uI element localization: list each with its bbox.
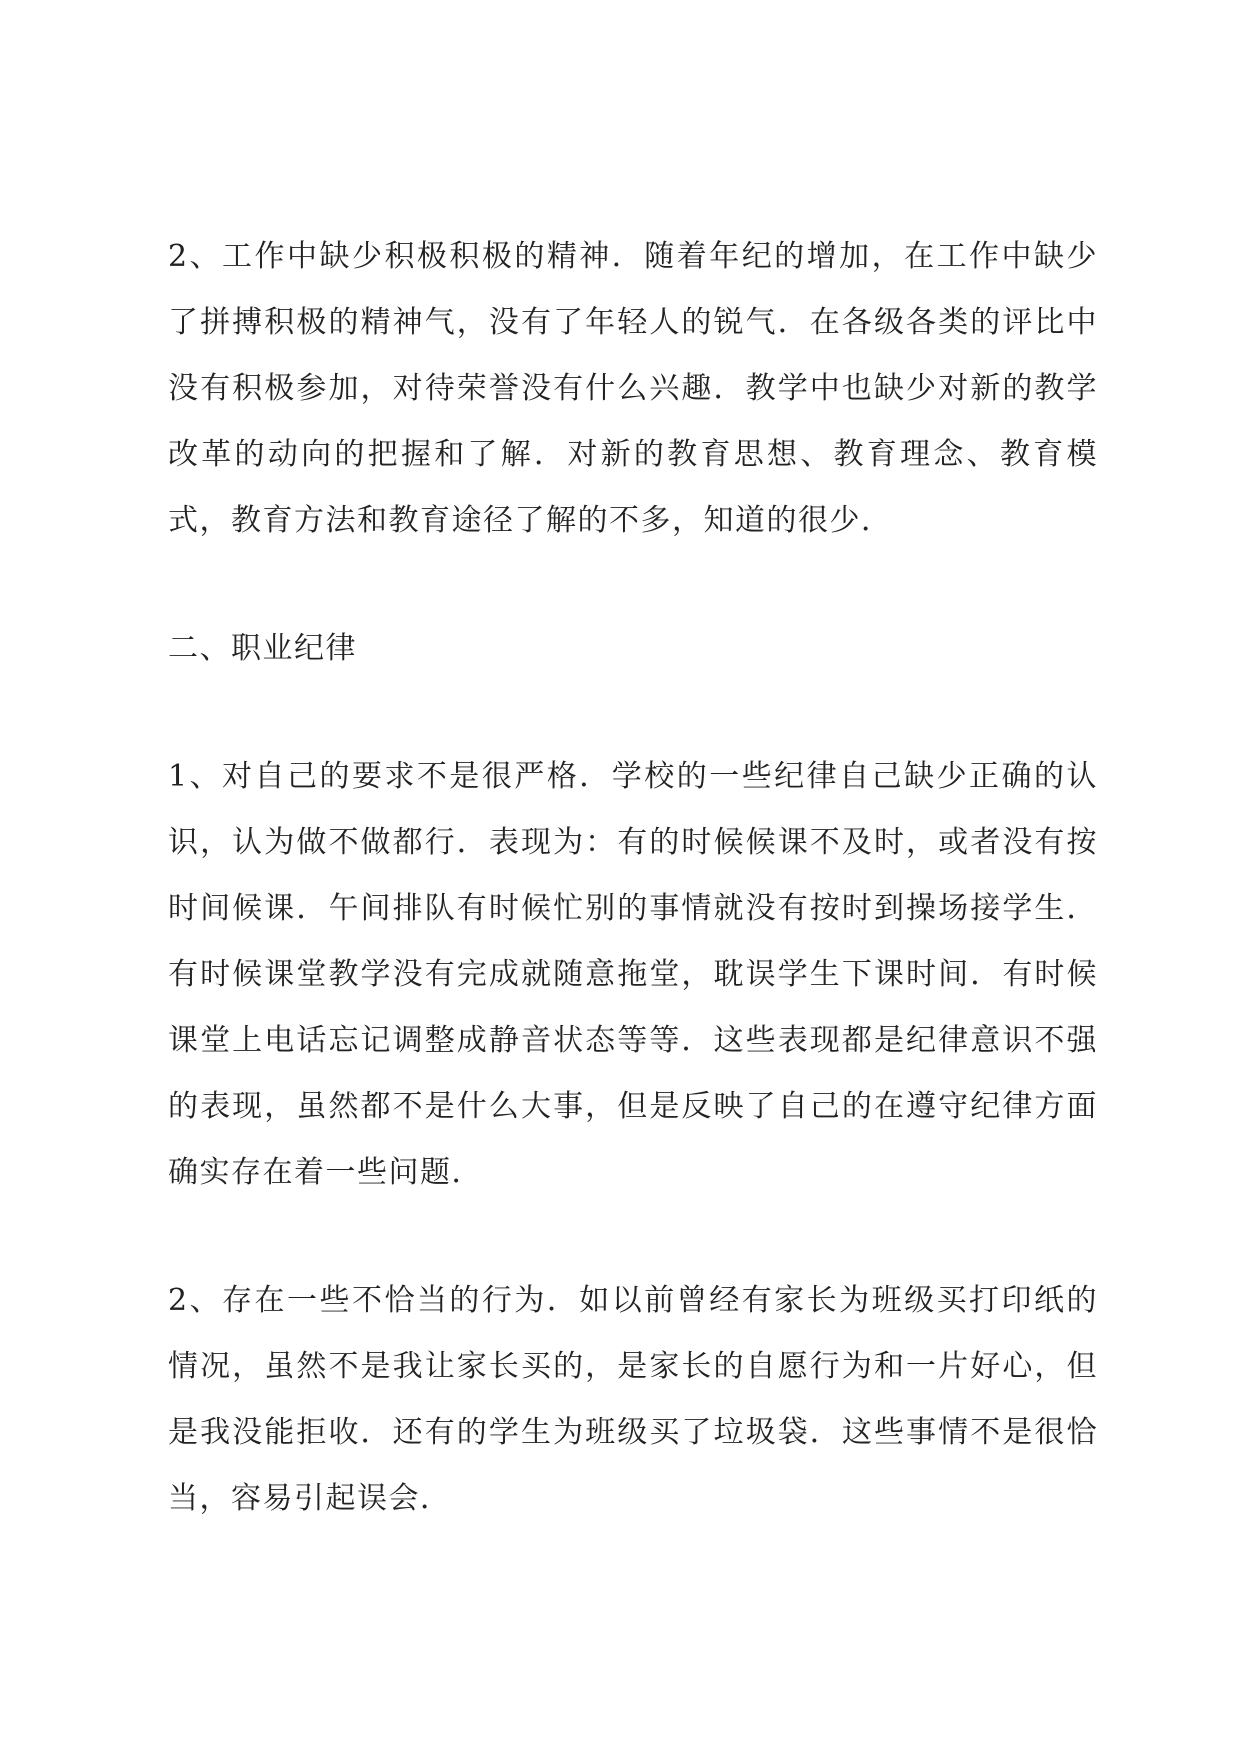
paragraph-self-requirements: 1、对自己的要求不是很严格．学校的一些纪律自己缺少正确的认识，认为做不做都行．表现为：有的时候候课不及时，或者没有按时间候课．午间排队有时候忙别的事情就没有按时到操场接学生．有时候课堂教学没有完成就随意拖堂，耽误学生下课时间．有时候课堂上电话忘记调整成静音状态等等．这些表现都是纪律意识不强的表现，虽然都不是什么大事，但是反映了自己的在遵守纪律方面确实存在着一些问题．	[168, 759, 1098, 1190]
document-body	[168, 224, 1098, 1532]
paragraph-spacer	[168, 1206, 1098, 1268]
paragraph-work-spirit: 2、工作中缺少积极积极的精神．随着年纪的增加，在工作中缺少了拼搏积极的精神气，没有了年轻人的锐气．在各级各类的评比中没有积极参加，对待荣誉没有什么兴趣．教学中也缺少对新的教学改革的动向的把握和了解．对新的教育思想、教育理念、教育模式，教育方法和教育途径了解的不多，知道的很少．	[168, 239, 1098, 538]
paragraph-improper-behavior: 2、存在一些不恰当的行为．如以前曾经有家长为班级买打印纸的情况，虽然不是我让家长买的，是家长的自愿行为和一片好心，但是我没能拒收．还有的学生为班级买了垃圾袋．这些事情不是很恰当，容易引起误会．	[168, 1283, 1098, 1516]
paragraph-spacer	[168, 682, 1098, 744]
paragraph-spacer	[168, 554, 1098, 616]
section-heading-professional-discipline: 二、职业纪律	[168, 631, 357, 666]
